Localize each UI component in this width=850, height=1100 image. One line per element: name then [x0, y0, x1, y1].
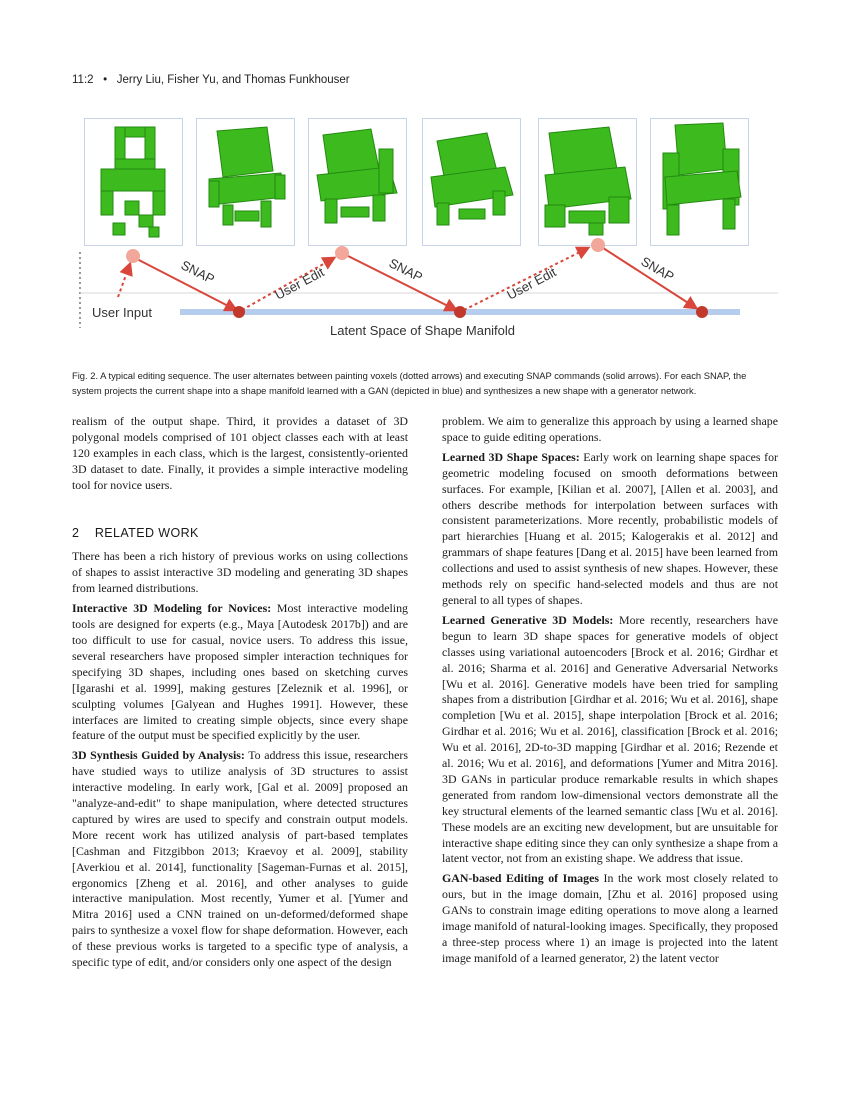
paragraph-synthesis-analysis [72, 748, 408, 971]
paragraph-heading: Learned 3D Shape Spaces: [442, 449, 580, 464]
page-reference: 11:2 [72, 74, 94, 86]
left-column [72, 414, 408, 975]
user-edit-label-2: User Edit [504, 264, 559, 303]
header-bullet: • [103, 74, 108, 86]
snap-label-1: SNAP [178, 257, 217, 287]
manifold-diagram [72, 112, 778, 344]
manifold-point-3 [696, 306, 708, 318]
edit-point-2 [335, 246, 349, 260]
paragraph-heading: GAN-based Editing of Images [442, 871, 599, 886]
paragraph-gan-image-editing [442, 871, 778, 966]
user-edit-label-1: User Edit [272, 264, 327, 303]
paragraph-heading: 3D Synthesis Guided by Analysis: [72, 748, 245, 763]
paragraph-body: Early work on learning shape spaces for geometric modeling focused on smooth deformations between surfaces. For example, [Kilian et al. 2007], [Allen et al. 2003], and others describe methods for interpolation between surfaces with consistent parameterizations. More recently, probabilistic models of part hierarchies [Huang et al. 2015; Kalogerakis et al. 2012] and grammars of shape features [Dang et al. 2015] have been learned from collections and used to assist synthesis of new shapes. However, these methods rely on specific hand-selected models and thus are not general to all types of shapes. [442, 449, 778, 607]
latent-space-label: Latent Space of Shape Manifold [330, 323, 516, 338]
running-header [72, 74, 350, 86]
snap-label-3: SNAP [638, 253, 677, 285]
figure-editing-sequence [72, 112, 778, 344]
paragraph-generative-models [442, 613, 778, 868]
user-input-label: User Input [92, 305, 152, 320]
edit-point-3 [591, 238, 605, 252]
section-title: RELATED WORK [94, 525, 199, 540]
author-list: Jerry Liu, Fisher Yu, and Thomas Funkhouser [116, 74, 350, 86]
manifold-point-1 [233, 306, 245, 318]
continued-paragraph: problem. We aim to generalize this approach by using a learned shape space to guide editing operations. [442, 414, 778, 444]
paragraph-learned-shape-spaces [442, 450, 778, 609]
manifold-point-2 [454, 306, 466, 318]
section-heading [72, 526, 408, 542]
paragraph-body: Most interactive modeling tools are designed for experts (e.g., Maya [Autodesk 2017b]) and are too difficult to use for casual, novice users. To address this issue, several researchers have proposed simpler interaction techniques for specifying 3D shapes, including ones based on sketching curves [Igarashi et al. 1999], making gestures [Zeleznik et al. 1996], or sculpting volumes [Galyean and Hughes 1991]. However, these interfaces are limited to creating simple objects, since every shape feature of the output must be specified explicitly by the user. [72, 601, 408, 743]
paragraph-body: In the work most closely related to ours, but in the image domain, [Zhu et al. 2016] proposed using GANs to constrain image editing operations to move along a learned image manifold of natural-looking images. Specifically, they proposed a three-step process where 1) an image is projected into the latent image manifold of a learned generator, 2) the latent vector [442, 871, 779, 965]
snap-label-2: SNAP [386, 255, 425, 285]
intro-paragraph: realism of the output shape. Third, it provides a dataset of 3D polygonal models comprised of 101 object classes each with at least 120 examples in each class, which is the largest, consistently-oriented 3D dataset to date. Finally, it provides a simple interactive modeling tool for novice users. [72, 414, 408, 492]
edit-arrow-0 [118, 264, 130, 297]
paragraph-heading: Learned Generative 3D Models: [442, 612, 614, 627]
section-intro-paragraph: There has been a rich history of previous works on using collections of shapes to assist interactive 3D modeling and generating 3D shapes from learned distributions. [72, 549, 408, 596]
right-column [442, 414, 778, 971]
paragraph-body: To address this issue, researchers have studied ways to utilize analysis of 3D structures to assist interactive modeling. In early work, [Gal et al. 2009] proposed an "analyze-and-edit" to shape manipulation, where detected structures captured by wires are used to specify and constrain output models. More recent work has utilized analysis of part-based templates [Cashman and Fitzgibbon 2013; Kraevoy et al. 2009], stability [Averkiou et al. 2014], functionality [Sageman-Furnas et al. 2015], ergonomics [Zheng et al. 2016], and other analyses to guide interactive manipulation. Most recently, Yumer et al. [Yumer and Mitra 2016] used a CNN trained on un-deformed/deformed shape pairs to synthesize a voxel flow for shape deformation. However, each of these previous works is targeted to a specific type of analysis, a specific type of edit, and/or considers only one aspect of the design [72, 748, 408, 970]
edit-point-1 [126, 249, 140, 263]
paragraph-body: More recently, researchers have begun to learn 3D shape spaces for generative models of object classes using variational autoencoders [Brock et al. 2016; Girdhar et al. 2016; Sharma et al. 2016] and Generative Adversarial Networks [Wu et al. 2016]. Generative models have been tried for sampling shapes from a distribution [Girdhar et al. 2016; Wu et al. 2016], shape completion [Wu et al. 2015], shape interpolation [Brock et al. 2016; Girdhar et al. 2016; Wu et al. 2016], classification [Brock et al. 2016; Wu et al. 2016], 2D-to-3D mapping [Girdhar et al. 2016; Rezende et al. 2016; Wu et al. 2016], and deformations [Yumer and Mitra 2016]. 3D GANs in particular produce remarkable results in which shapes generated from random low-dimensional vectors demonstrate all the key structural elements of the learned semantic class [Wu et al. 2016]. These models are an exciting new development, but are unsuitable for interactive shape editing since they can only synthesize a shape from a latent vector, not from an existing shape. We address that issue. [442, 612, 778, 866]
paragraph-interactive-modeling [72, 601, 408, 744]
figure-caption: Fig. 2. A typical editing sequence. The user alternates between painting voxels (dotted arrows) and executing SNAP commands (solid arrows). For each SNAP, the system projects the current shape into a shape manifold learned with a GAN (depicted in blue) and synthesizes a new shape with a generator network. [72, 370, 747, 396]
section-number: 2 [72, 525, 80, 540]
paragraph-heading: Interactive 3D Modeling for Novices: [72, 601, 272, 616]
